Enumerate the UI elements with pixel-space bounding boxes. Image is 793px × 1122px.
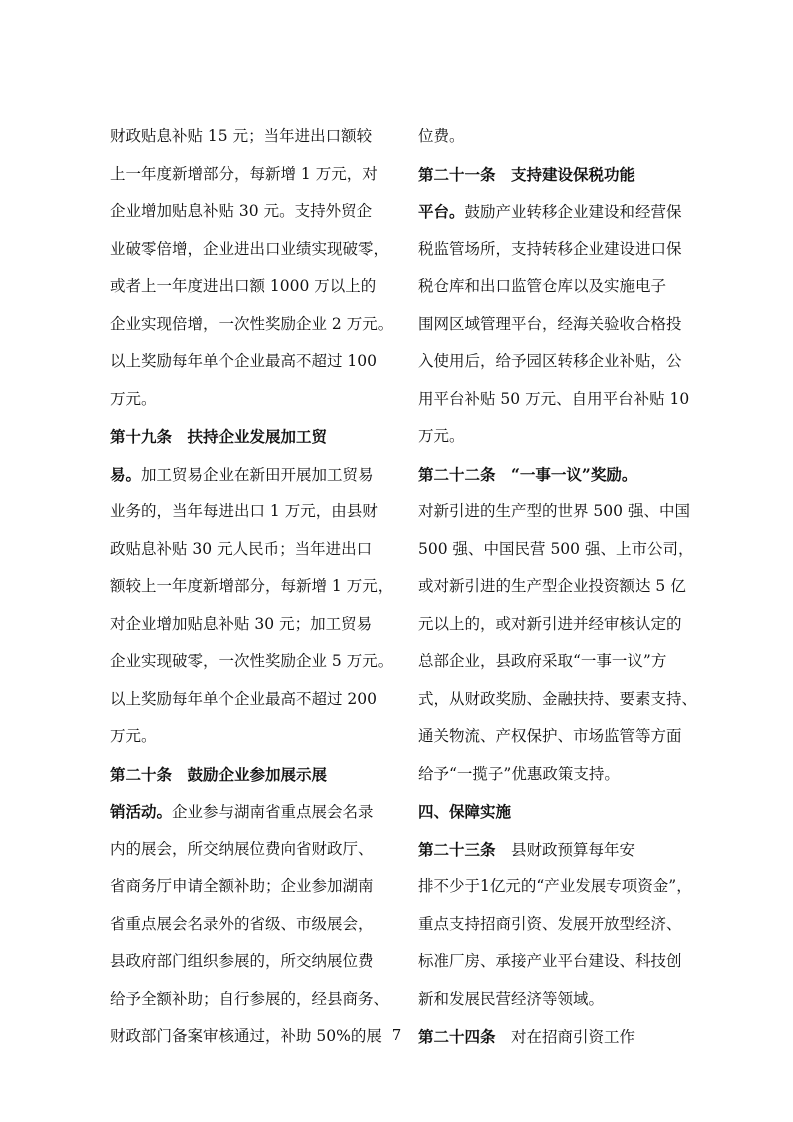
text-line xyxy=(418,681,704,719)
text-segment: 省商务厅申请全额补助；企业参加湖南 xyxy=(110,877,374,895)
text-line xyxy=(110,643,396,681)
text-line xyxy=(110,943,396,981)
text-segment: 给予“一揽子”优惠政策支持。 xyxy=(418,764,620,783)
text-segment: 或对新引进的生产型企业投资额达 5 亿 xyxy=(418,577,686,595)
text-line xyxy=(110,981,396,1019)
text-line xyxy=(110,418,396,456)
text-line xyxy=(418,943,704,981)
text-line xyxy=(418,756,704,794)
text-line xyxy=(110,756,396,794)
text-line xyxy=(110,456,396,494)
text-segment: 额较上一年度新增部分，每新增 1 万元， xyxy=(110,577,394,595)
text-segment: 重点支持招商引资、发展开放型经济、 xyxy=(418,914,682,933)
bold-text-segment: 第二十二条 “一事一议”奖励。 xyxy=(418,464,638,484)
bold-text-segment: 第二十一条 支持建设保税功能 xyxy=(418,164,636,184)
text-segment: 县政府部门组织参展的，所交纳展位费 xyxy=(110,952,374,970)
text-line xyxy=(418,456,704,494)
text-line xyxy=(110,381,396,419)
text-segment: 万元。 xyxy=(110,389,157,408)
text-line xyxy=(418,193,704,231)
bold-text-segment: 四、保障实施 xyxy=(418,802,512,821)
text-segment: 企业实现破零，一次性奖励企业 5 万元。 xyxy=(110,652,394,670)
text-line xyxy=(418,343,704,381)
bold-text-segment: 平台。 xyxy=(418,202,465,221)
text-segment: 税仓库和出口监管仓库以及实施电子 xyxy=(418,277,667,295)
text-line xyxy=(110,906,396,944)
text-line xyxy=(418,531,704,569)
text-line xyxy=(418,606,704,644)
text-line xyxy=(110,831,396,869)
text-segment: 业务的，当年每进出口 1 万元，由县财 xyxy=(110,502,378,520)
text-segment: 500 强、中国民营 500 强、上市公司， xyxy=(418,539,694,558)
text-line xyxy=(110,493,396,531)
text-line xyxy=(110,531,396,569)
text-segment: 围网区域管理平台，经海关验收合格投 xyxy=(418,314,682,333)
text-line xyxy=(418,981,704,1019)
text-segment: 企业实现倍增，一次性奖励企业 2 万元。 xyxy=(110,314,394,333)
text-segment: 总部企业，县政府采取“一事一议”方 xyxy=(418,652,667,670)
text-line xyxy=(110,868,396,906)
text-segment: 财政贴息补贴 15 元；当年进出口额较 xyxy=(110,127,373,145)
text-segment: 加工贸易企业在新田开展加工贸易 xyxy=(141,465,374,484)
text-line xyxy=(110,268,396,306)
text-segment: 对在招商引资工作 xyxy=(495,1028,636,1046)
bold-text-segment: 第二十四条 xyxy=(418,1027,496,1046)
text-segment: 以上奖励每年单个企业最高不超过 200 xyxy=(110,689,378,708)
text-line xyxy=(418,418,704,456)
bold-text-segment: 易。 xyxy=(110,464,142,484)
text-segment: 县财政预算每年安 xyxy=(495,840,636,859)
text-line xyxy=(110,193,396,231)
text-line xyxy=(418,831,704,869)
text-segment: 新和发展民营经济等领域。 xyxy=(418,989,605,1008)
text-segment: 上一年度新增部分，每新增 1 万元，对 xyxy=(110,164,378,183)
text-segment: 通关物流、产权保护、市场监管等方面 xyxy=(418,727,682,745)
text-segment: 万元。 xyxy=(110,727,157,745)
text-segment: 鼓励产业转移企业建设和经营保 xyxy=(464,203,682,221)
text-segment: 财政部门备案审核通过，补助 50%的展 xyxy=(110,1027,382,1045)
text-line xyxy=(418,868,704,906)
text-line xyxy=(418,118,704,156)
bold-text-segment: 第十九条 扶持企业发展加工贸 xyxy=(110,427,328,446)
text-segment: 式，从财政奖励、金融扶持、要素支持、 xyxy=(418,689,698,708)
text-segment: 或者上一年度进出口额 1000 万以上的 xyxy=(110,277,377,295)
text-segment: 用平台补贴 50 万元、自用平台补贴 10 xyxy=(418,389,690,408)
text-line xyxy=(110,793,396,831)
right-text-column xyxy=(418,118,704,1056)
text-segment: 入使用后，给予园区转移企业补贴，公 xyxy=(418,352,682,370)
text-segment: 税监管场所，支持转移企业建设进口保 xyxy=(418,239,682,258)
text-segment: 万元。 xyxy=(418,427,465,445)
text-line xyxy=(110,306,396,344)
left-text-column xyxy=(110,118,396,1056)
text-line xyxy=(110,343,396,381)
text-line xyxy=(110,231,396,269)
text-segment: 对企业增加贴息补贴 30 元；加工贸易 xyxy=(110,614,373,633)
text-line xyxy=(418,643,704,681)
text-segment: 给予全额补助；自行参展的，经县商务、 xyxy=(110,989,390,1008)
text-line xyxy=(110,156,396,194)
text-segment: 标准厂房、承接产业平台建设、科技创 xyxy=(418,952,682,970)
text-line xyxy=(110,568,396,606)
text-segment: 企业增加贴息补贴 30 元。支持外贸企 xyxy=(110,202,373,220)
text-line xyxy=(418,381,704,419)
text-line xyxy=(418,231,704,269)
bold-text-segment: 第二十条 鼓励企业参加展示展 xyxy=(110,764,328,784)
text-line xyxy=(110,681,396,719)
page-number: 7 xyxy=(391,1026,402,1044)
text-line xyxy=(418,793,704,831)
text-segment: 内的展会，所交纳展位费向省财政厅、 xyxy=(110,839,374,858)
text-segment: 位费。 xyxy=(418,127,465,145)
text-segment: 以上奖励每年单个企业最高不超过 100 xyxy=(110,352,378,370)
text-line xyxy=(418,493,704,531)
bold-text-segment: 销活动。 xyxy=(110,802,173,821)
text-line xyxy=(418,568,704,606)
text-segment: 排不少于1亿元的“产业发展专项资金”， xyxy=(418,877,692,895)
text-segment: 省重点展会名录外的省级、市级展会， xyxy=(110,914,374,933)
text-segment: 对新引进的生产型的世界 500 强、中国 xyxy=(418,502,690,520)
text-line xyxy=(418,268,704,306)
text-segment: 政贴息补贴 30 元人民币；当年进出口 xyxy=(110,539,373,558)
text-line xyxy=(110,606,396,644)
text-line xyxy=(110,718,396,756)
bold-text-segment: 第二十三条 xyxy=(418,839,496,859)
text-line xyxy=(110,118,396,156)
text-line xyxy=(418,718,704,756)
text-segment: 业破零倍增，企业进出口业绩实现破零， xyxy=(110,239,390,258)
text-line xyxy=(418,156,704,194)
text-line xyxy=(418,306,704,344)
text-segment: 元以上的，或对新引进并经审核认定的 xyxy=(418,614,682,633)
text-line xyxy=(418,906,704,944)
text-segment: 企业参与湖南省重点展会名录 xyxy=(172,803,374,821)
